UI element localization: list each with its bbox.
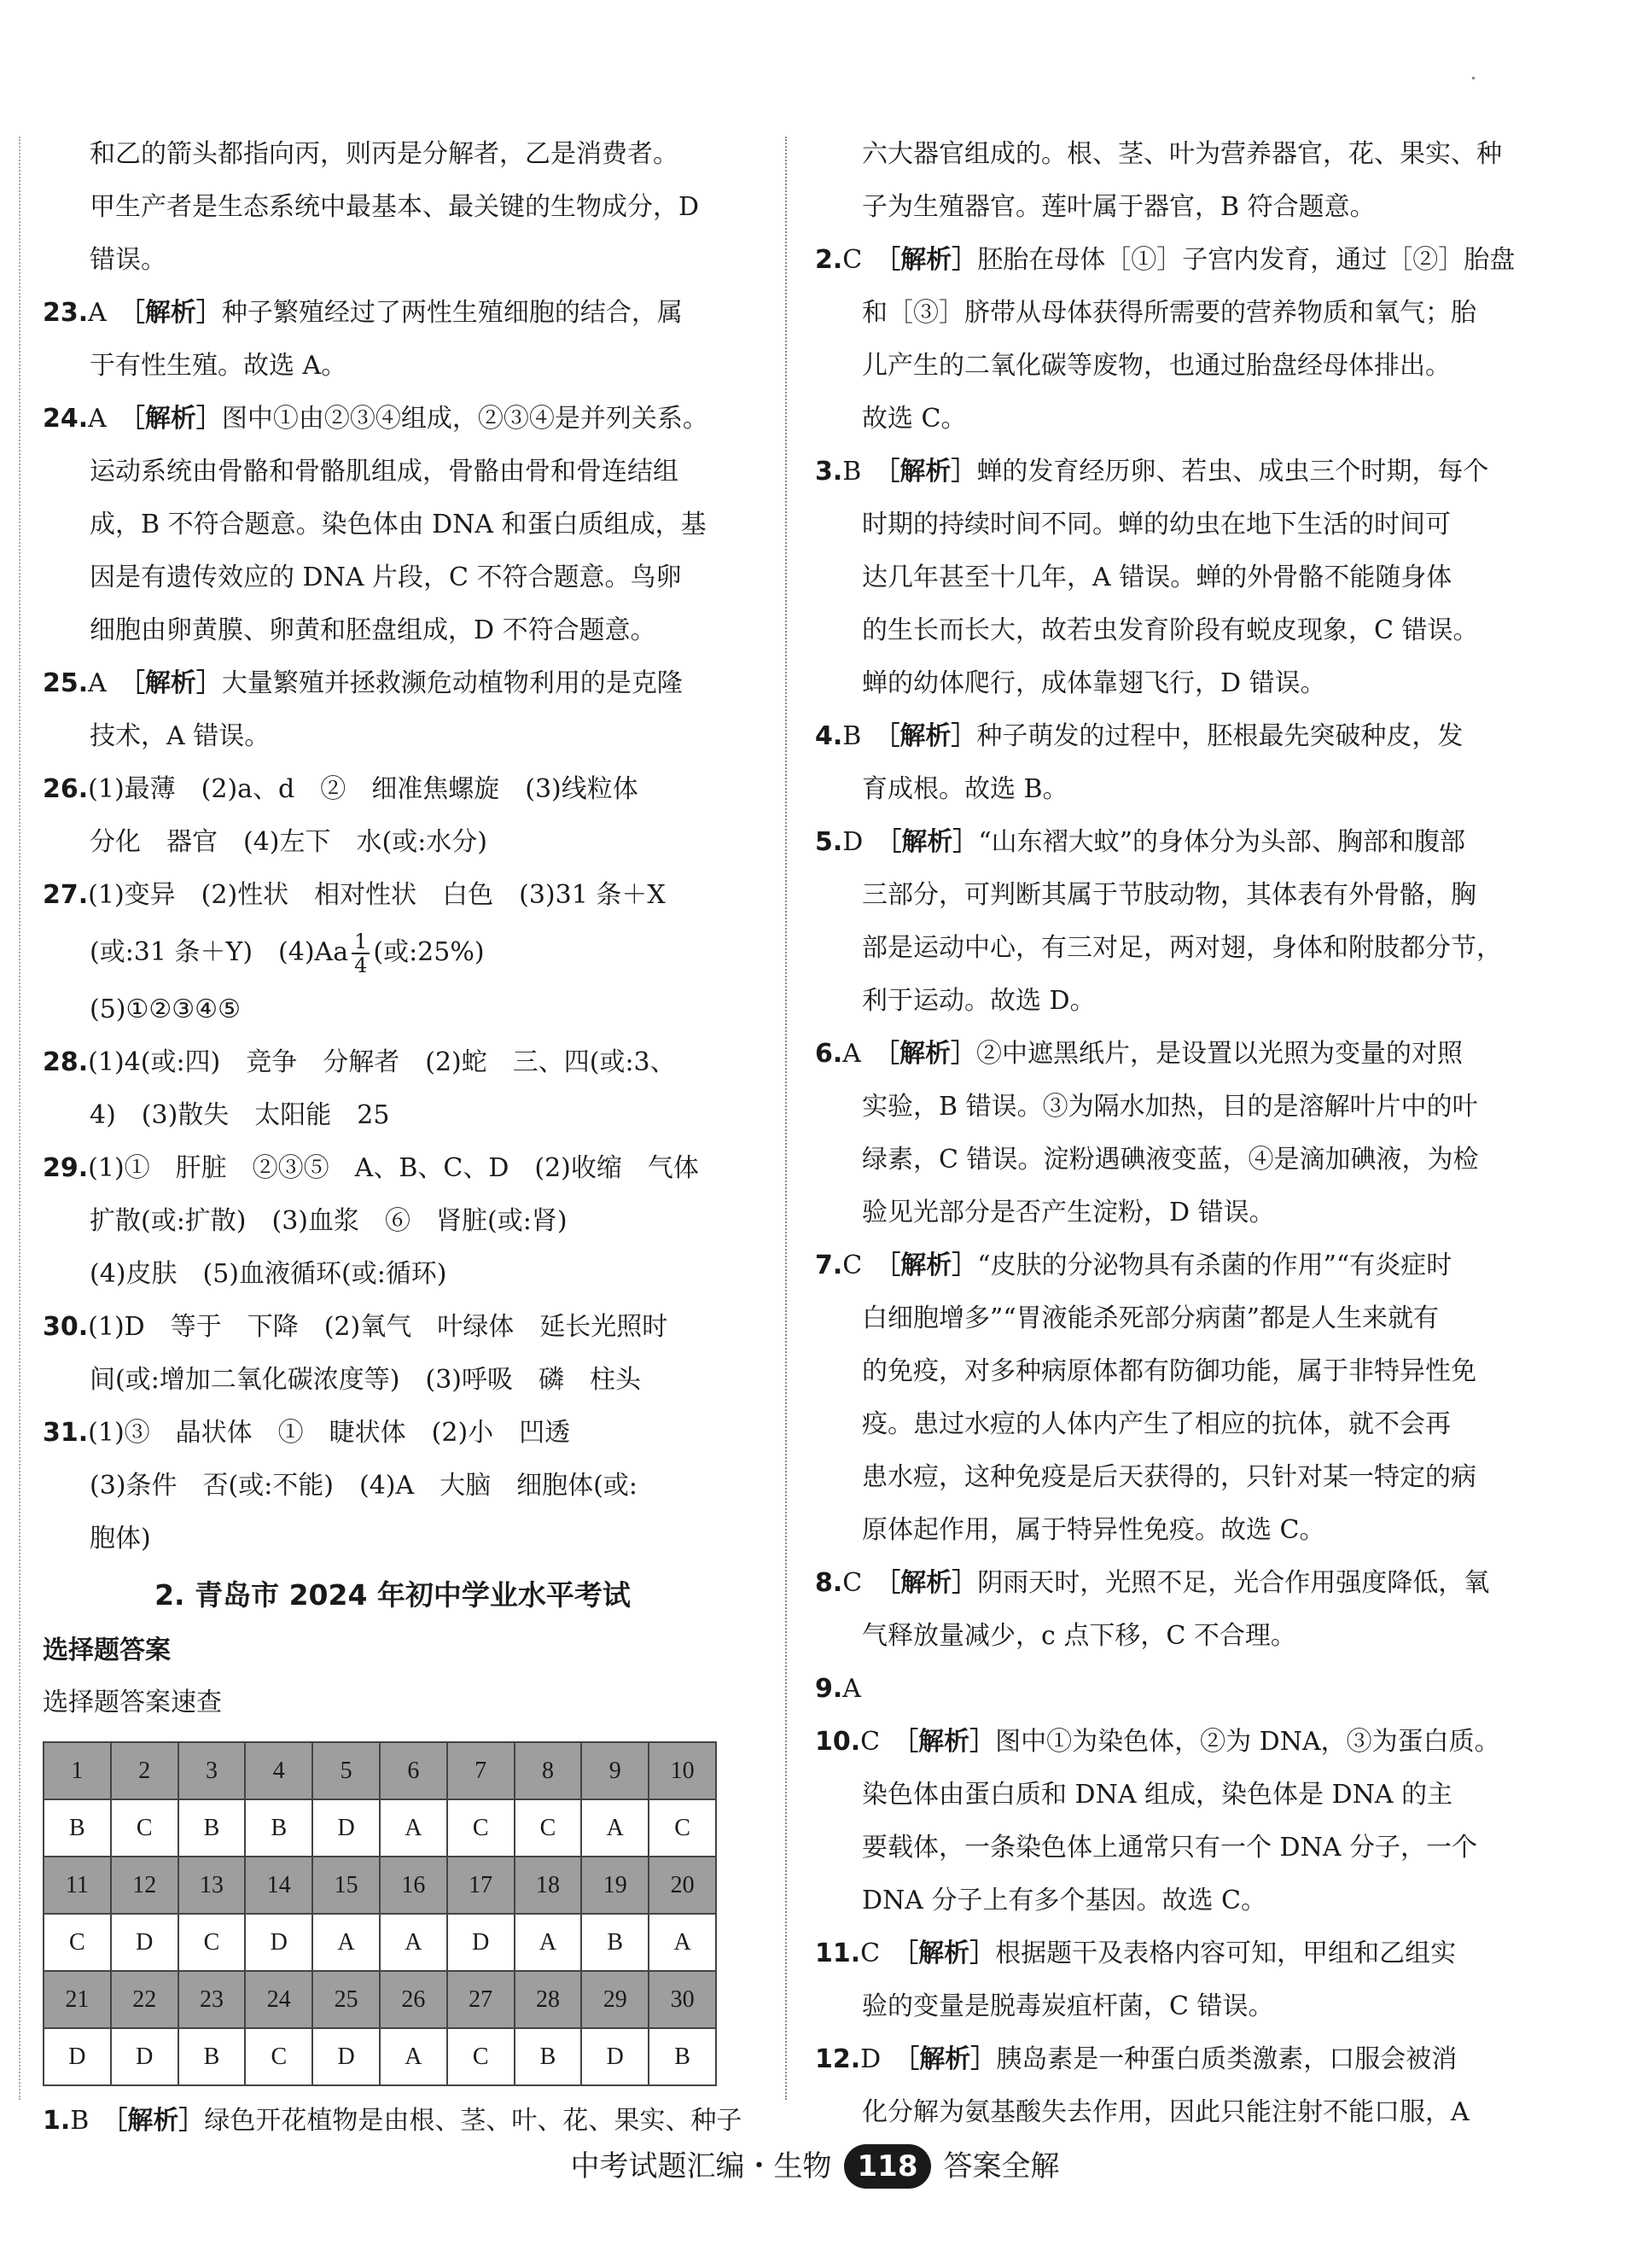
answer-cell: D: [447, 1914, 515, 1971]
table-row-answers: [44, 1799, 716, 1857]
answer-line: [43, 446, 742, 498]
answer-text: 染色体由蛋白质和 DNA 组成，染色体是 DNA 的主: [862, 1780, 1453, 1810]
question-number-cell: 24: [245, 1971, 312, 2028]
answer-item: [43, 1407, 742, 1565]
answer-cell: C: [649, 1799, 716, 1857]
analysis-tag: ［解析］: [114, 2106, 205, 2136]
question-number-cell: 14: [245, 1857, 312, 1914]
analysis-tag: ［解析］: [131, 298, 222, 328]
answer-text: 的免疫，对多种病原体都有防御功能，属于非特异性免: [862, 1356, 1476, 1386]
answer-text: (1)最薄 (2)a、d ② 细准焦螺旋 (3)线粒体: [88, 774, 638, 804]
question-number-cell: 25: [312, 1971, 380, 2028]
question-number-cell: 8: [515, 1742, 582, 1799]
analysis-tag: ［解析］: [131, 404, 222, 434]
answer-line: [43, 1460, 742, 1513]
answer-item: [815, 2033, 1498, 2139]
answer-table: [43, 1741, 717, 2086]
item-number: 1.: [43, 2106, 71, 2136]
answer-line: [815, 1716, 1498, 1769]
answer-item: [43, 1142, 742, 1301]
answer-line: [815, 1239, 1498, 1292]
answer-line: [815, 2033, 1498, 2086]
question-number-cell: 4: [245, 1742, 312, 1799]
answer-line: [43, 1248, 742, 1301]
item-answer: B: [842, 457, 862, 487]
answer-text: 患水痘，这种免疫是后天获得的，只针对某一特定的病: [862, 1462, 1476, 1492]
item-number: 26.: [43, 774, 89, 804]
answer-item: [43, 1301, 742, 1407]
item-answer: A: [88, 404, 107, 434]
answer-text: 时期的持续时间不同。蝉的幼虫在地下生活的时间可: [862, 510, 1451, 539]
answer-item: [815, 234, 1516, 446]
answer-text: 白细胞增多”“胃液能杀死部分病菌”都是人生来就有: [862, 1303, 1440, 1333]
answer-cell: C: [245, 2028, 312, 2085]
item-number: 12.: [815, 2044, 861, 2074]
item-number: 8.: [815, 1568, 843, 1598]
answer-line: [43, 287, 742, 340]
analysis-tag: ［解析］: [887, 457, 977, 487]
answer-cell: D: [581, 2028, 649, 2085]
answer-cell: C: [44, 1914, 111, 1971]
item-answer: B: [842, 721, 862, 751]
question-number-cell: 30: [649, 1971, 716, 2028]
answer-cell: B: [44, 1799, 111, 1857]
table-row-numbers: [44, 1857, 716, 1914]
answer-text: 蝉的发育经历卵、若虫、成虫三个时期，每个: [976, 457, 1489, 487]
item-number: 25.: [43, 668, 89, 698]
answer-text: 气释放量减少，c 点下移，C 不合理。: [862, 1621, 1296, 1651]
answer-line: [815, 816, 1498, 869]
answer-line: [43, 1354, 742, 1407]
question-number-cell: 5: [312, 1742, 380, 1799]
answer-line: [43, 1089, 742, 1142]
question-number-cell: 18: [515, 1857, 582, 1914]
answer-item: [815, 1927, 1498, 2033]
answer-line: [815, 2086, 1498, 2139]
answer-line: [815, 763, 1498, 816]
answer-text: 验见光部分是否产生淀粉，D 错误。: [862, 1198, 1275, 1227]
footer-book-title: 中考试题汇编・生物: [570, 2149, 832, 2183]
answer-cell: B: [515, 2028, 582, 2085]
answer-line: [815, 1822, 1498, 1874]
answer-item: [815, 1716, 1498, 1927]
answer-text: (4)皮肤 (5)血液循环(或:循环): [90, 1259, 447, 1289]
answer-text: 胚胎在母体［①］子宫内发育，通过［②］胎盘: [977, 245, 1516, 275]
answer-text: 图中①为染色体，②为 DNA，③为蛋白质。: [995, 1727, 1500, 1757]
answer-line: [43, 340, 742, 393]
analysis-tag: ［解析］: [905, 1727, 996, 1757]
answer-text: ②中遮黑纸片，是设置以光照为变量的对照: [975, 1039, 1463, 1069]
analysis-tag: ［解析］: [906, 2044, 997, 2074]
answer-line: [815, 551, 1498, 604]
answer-cell: C: [447, 1799, 515, 1857]
answer-text: 种子繁殖经过了两性生殖细胞的结合，属: [221, 298, 683, 328]
answer-line: [815, 1028, 1498, 1081]
answer-text: (1)变异 (2)性状 相对性状 白色 (3)31 条＋X: [88, 880, 666, 910]
item-number: 3.: [815, 457, 843, 487]
answer-text: 间(或:增加二氧化碳浓度等) (3)呼吸 磷 柱头: [90, 1365, 642, 1395]
answer-cell: C: [515, 1799, 582, 1857]
item-number: 23.: [43, 298, 89, 328]
answer-line: [43, 763, 742, 816]
item-number: 2.: [815, 245, 843, 275]
question-number-cell: 15: [312, 1857, 380, 1914]
table-row-answers: [44, 2028, 716, 2085]
answer-text: 和［③］脐带从母体获得所需要的营养物质和氧气；胎: [862, 298, 1476, 328]
analysis-tag: ［解析］: [131, 668, 222, 698]
answer-item: [43, 763, 742, 869]
answer-text: 运动系统由骨骼和骨骼肌组成，骨骼由骨和骨连结组: [90, 457, 678, 487]
section-subtitle: 选择题答案: [43, 1635, 171, 1665]
answer-line: [815, 1398, 1498, 1451]
question-number-cell: 9: [581, 1742, 649, 1799]
item-answer: C: [860, 1939, 881, 1968]
question-number-cell: 21: [44, 1971, 111, 2028]
answer-cell: D: [312, 2028, 380, 2085]
answer-line: [815, 1769, 1498, 1822]
footer-section: 答案全解: [943, 2149, 1060, 2183]
answer-item: [43, 287, 742, 393]
answer-text: (1)4(或:四) 竞争 分解者 (2)蛇 三、四(或:3、: [88, 1047, 676, 1077]
answer-item: [43, 393, 742, 657]
question-number-cell: 16: [380, 1857, 447, 1914]
answer-text: 根据题干及表格内容可知，甲组和乙组实: [995, 1939, 1457, 1968]
question-number-cell: 1: [44, 1742, 111, 1799]
answer-cell: B: [649, 2028, 716, 2085]
answer-text: 蝉的幼体爬行，成体靠翅飞行，D 错误。: [862, 668, 1326, 698]
answer-line: [815, 922, 1502, 975]
answer-item: [815, 816, 1502, 1028]
fraction-denominator: 4: [354, 953, 368, 977]
answer-cell: B: [178, 2028, 246, 2085]
fraction-numerator: 1: [352, 930, 370, 954]
table-row-answers: [44, 1914, 716, 1971]
answer-text: 细胞由卵黄膜、卵黄和胚盘组成，D 不符合题意。: [90, 615, 656, 645]
answer-line: [815, 1451, 1498, 1504]
answer-text: 种子萌发的过程中，胚根最先突破种皮，发: [976, 721, 1464, 751]
answer-cell: A: [312, 1914, 380, 1971]
answer-text: 化分解为氨基酸失去作用，因此只能注射不能口服，A: [862, 2097, 1470, 2127]
item-number: 9.: [815, 1674, 843, 1704]
answer-text: 于有性生殖。故选 A。: [90, 351, 347, 381]
section-title: 2. 青岛市 2024 年初中学业水平考试: [154, 1578, 631, 1612]
item-number: 28.: [43, 1047, 89, 1077]
answer-item: [43, 657, 742, 763]
item-number: 29.: [43, 1153, 89, 1183]
answer-text: 扩散(或:扩散) (3)血浆 ⑥ 肾脏(或:肾): [90, 1206, 568, 1236]
item-answer: D: [860, 2044, 882, 2074]
answer-text: 技术，A 错误。: [90, 721, 271, 751]
answer-item-1: [43, 2095, 742, 2148]
item-number: 24.: [43, 404, 89, 434]
item-number: 30.: [43, 1312, 89, 1342]
answer-cell: B: [581, 1914, 649, 1971]
item-number: 4.: [815, 721, 843, 751]
answer-item: [43, 1036, 742, 1142]
answer-text: 育成根。故选 B。: [862, 774, 1068, 804]
answer-line: [815, 1081, 1498, 1134]
answer-item: [815, 446, 1498, 710]
answer-text: 的生长而长大，故若虫发育阶段有蜕皮现象，C 错误。: [862, 615, 1479, 645]
answer-line: [815, 1610, 1498, 1663]
answer-line: [815, 710, 1498, 763]
page-number: 118: [844, 2144, 932, 2189]
question-number-cell: 13: [178, 1857, 246, 1914]
answer-line: [815, 287, 1498, 340]
answer-line: [815, 1663, 1498, 1716]
answer-text: 达几年甚至十几年，A 错误。蝉的外骨骼不能随身体: [862, 563, 1452, 592]
answer-line: [815, 498, 1498, 551]
answer-text: (5)①②③④⑤: [90, 994, 241, 1024]
question-number-cell: 19: [581, 1857, 649, 1914]
answer-text: 大量繁殖并拯救濒危动植物利用的是克隆: [221, 668, 683, 698]
text-line: 错误。: [90, 245, 166, 275]
answer-text: 验的变量是脱毒炭疽杆菌，C 错误。: [862, 1991, 1274, 2021]
answer-line: [815, 1874, 1498, 1927]
answer-item-27: [43, 869, 742, 1036]
answer-text: 疫。患过水痘的人体内产生了相应的抗体，就不会再: [862, 1409, 1451, 1439]
answer-cell: D: [245, 1914, 312, 1971]
left-answer-items: [43, 287, 742, 869]
answer-text: (1)③ 晶状体 ① 睫状体 (2)小 凹透: [88, 1418, 571, 1448]
item-answer: C: [842, 1251, 863, 1280]
answer-line: [815, 657, 1498, 710]
answer-line: [43, 657, 742, 710]
answer-text: 因是有遗传效应的 DNA 片段，C 不符合题意。鸟卵: [90, 563, 682, 592]
question-number-cell: 12: [111, 1857, 178, 1914]
question-number-cell: 29: [581, 1971, 649, 2028]
answer-text: 成，B 不符合题意。染色体由 DNA 和蛋白质组成，基: [90, 510, 707, 539]
answer-cell: C: [111, 1799, 178, 1857]
answer-line: [815, 975, 1498, 1028]
analysis-tag: ［解析］: [888, 827, 979, 857]
answer-cell: C: [447, 2028, 515, 2085]
answer-text: 部是运动中心，有三对足，两对翅，身体和附肢都分节，: [862, 933, 1502, 963]
left-answer-items-2: [43, 1036, 742, 1565]
answer-line: [43, 1195, 742, 1248]
answer-line: [815, 340, 1498, 393]
item-answer: B: [70, 2106, 90, 2136]
answer-text: 三部分，可判断其属于节肢动物，其体表有外骨骼，胸: [862, 880, 1476, 910]
item-number: 10.: [815, 1727, 861, 1757]
item-answer: D: [842, 827, 864, 857]
analysis-tag: ［解析］: [887, 721, 977, 751]
text-line: 六大器官组成的。根、茎、叶为营养器官，花、果实、种: [862, 139, 1502, 169]
answer-item: [815, 1239, 1498, 1557]
answer-line: [815, 446, 1498, 498]
item-answer: C: [842, 245, 863, 275]
answer-item: [815, 1663, 1498, 1716]
answer-cell: A: [380, 1914, 447, 1971]
text-line: 甲生产者是生态系统中最基本、最关键的生物成分，D: [90, 192, 700, 222]
answer-cell: D: [111, 1914, 178, 1971]
answer-line: [43, 1142, 742, 1195]
answer-text: (1)D 等于 下降 (2)氧气 叶绿体 延长光照时: [88, 1312, 668, 1342]
answer-text: 原体起作用，属于特异性免疫。故选 C。: [862, 1515, 1325, 1545]
answer-item: [815, 710, 1498, 816]
question-number-cell: 26: [380, 1971, 447, 2028]
answer-line: [815, 1134, 1498, 1186]
quick-check-label: 选择题答案速查: [43, 1688, 222, 1717]
answer-cell: B: [245, 1799, 312, 1857]
question-number-cell: 10: [649, 1742, 716, 1799]
answer-cell: A: [515, 1914, 582, 1971]
analysis-tag: ［解析］: [888, 245, 978, 275]
answer-line: [43, 604, 742, 657]
analysis-tag: ［解析］: [888, 1568, 978, 1598]
answer-text: 图中①由②③④组成，②③④是并列关系。: [221, 404, 708, 434]
answer-text: (1)① 肝脏 ②③⑤ A、B、C、D (2)收缩 气体: [88, 1153, 699, 1183]
answer-cell: C: [178, 1914, 246, 1971]
question-number-cell: 2: [111, 1742, 178, 1799]
question-number-cell: 11: [44, 1857, 111, 1914]
right-answer-items: [815, 234, 1516, 2139]
table-row-numbers: [44, 1971, 716, 2028]
table-row-numbers: [44, 1742, 716, 1799]
analysis-tag: ［解析］: [888, 1251, 978, 1280]
answer-text: (或:31 条＋Y) (4)Aa: [90, 937, 349, 967]
item-number: 5.: [815, 827, 843, 857]
answer-text: 4) (3)散失 太阳能 25: [90, 1100, 390, 1130]
answer-line: [43, 393, 742, 446]
answer-cell: A: [649, 1914, 716, 1971]
answer-text: 绿素，C 错误。淀粉遇碘液变蓝，④是滴加碘液，为检: [862, 1145, 1479, 1175]
answer-line: [815, 234, 1516, 287]
question-number-cell: 20: [649, 1857, 716, 1914]
answer-text: (或:25%): [373, 937, 485, 967]
answer-cell: D: [44, 2028, 111, 2085]
answer-line: [43, 1301, 742, 1354]
answer-line: [815, 869, 1498, 922]
answer-text: 绿色开花植物是由根、茎、叶、花、果实、种子: [204, 2106, 742, 2136]
answer-text: 阴雨天时，光照不足，光合作用强度降低，氧: [977, 1568, 1490, 1598]
answer-text: (3)条件 否(或:不能) (4)A 大脑 细胞体(或:: [90, 1471, 637, 1501]
answer-cell: A: [581, 1799, 649, 1857]
item-answer: A: [842, 1039, 861, 1069]
item-number: 11.: [815, 1939, 861, 1968]
answer-line: [815, 1504, 1498, 1557]
answer-cell: D: [111, 2028, 178, 2085]
answer-line: [43, 1407, 742, 1460]
right-column: [815, 128, 1516, 2139]
answer-cell: D: [312, 1799, 380, 1857]
answer-line: [815, 1292, 1498, 1345]
item-answer: C: [842, 1568, 863, 1598]
answer-cell: A: [380, 2028, 447, 2085]
answer-text: 实验，B 错误。③为隔水加热，目的是溶解叶片中的叶: [862, 1092, 1478, 1122]
answer-line: [43, 1513, 742, 1565]
text-line: 子为生殖器官。莲叶属于器官，B 符合题意。: [862, 192, 1376, 222]
answer-text: 胰岛素是一种蛋白质类激素，口服会被消: [996, 2044, 1458, 2074]
answer-line: [815, 1186, 1498, 1239]
page-footer: [0, 2143, 1630, 2189]
item-answer: A: [88, 668, 107, 698]
question-number-cell: 6: [380, 1742, 447, 1799]
answer-text: 利于运动。故选 D。: [862, 986, 1096, 1016]
analysis-tag: ［解析］: [905, 1939, 996, 1968]
question-number-cell: 28: [515, 1971, 582, 2028]
answer-line: [815, 1927, 1498, 1980]
answer-text: 要载体，一条染色体上通常只有一个 DNA 分子，一个: [862, 1833, 1478, 1863]
answer-text: “皮肤的分泌物具有杀菌的作用”“有炎症时: [977, 1251, 1452, 1280]
answer-text: 分化 器官 (4)左下 水(或:水分): [90, 827, 488, 857]
answer-text: 胞体): [90, 1524, 151, 1554]
item-number: 7.: [815, 1251, 843, 1280]
dot-mark: [1472, 77, 1475, 79]
answer-text: 故选 C。: [862, 404, 967, 434]
question-number-cell: 27: [447, 1971, 515, 2028]
answer-line: [43, 498, 742, 551]
fraction: [352, 930, 370, 977]
question-number-cell: 17: [447, 1857, 515, 1914]
answer-line: [43, 710, 742, 763]
text-line: 和乙的箭头都指向丙，则丙是分解者，乙是消费者。: [90, 139, 678, 169]
item-answer: A: [88, 298, 107, 328]
item-number: 31.: [43, 1418, 89, 1448]
item-answer: A: [842, 1674, 861, 1704]
answer-line: [43, 551, 742, 604]
left-column: [43, 128, 742, 2148]
answer-cell: A: [380, 1799, 447, 1857]
question-number-cell: 3: [178, 1742, 246, 1799]
answer-text: 儿产生的二氧化碳等废物，也通过胎盘经母体排出。: [862, 351, 1451, 381]
answer-line: [815, 393, 1498, 446]
item-number: 27.: [43, 880, 89, 910]
answer-line: [43, 1036, 742, 1089]
answer-text: “山东褶大蚊”的身体分为头部、胸部和腹部: [978, 827, 1466, 857]
answer-item: [815, 1557, 1498, 1663]
left-binding-line: [19, 137, 20, 2100]
item-answer: C: [860, 1727, 881, 1757]
question-number-cell: 23: [178, 1971, 246, 2028]
column-divider: [785, 137, 787, 2100]
answer-line: [815, 1980, 1498, 2033]
answer-text: DNA 分子上有多个基因。故选 C。: [862, 1886, 1266, 1915]
answer-line: [815, 1557, 1498, 1610]
answer-item: [815, 1028, 1498, 1239]
answer-line: [815, 604, 1498, 657]
analysis-tag: ［解析］: [886, 1039, 976, 1069]
answer-cell: B: [178, 1799, 246, 1857]
question-number-cell: 22: [111, 1971, 178, 2028]
answer-line: [815, 1345, 1498, 1398]
answer-line: [43, 816, 742, 869]
item-number: 6.: [815, 1039, 843, 1069]
question-number-cell: 7: [447, 1742, 515, 1799]
